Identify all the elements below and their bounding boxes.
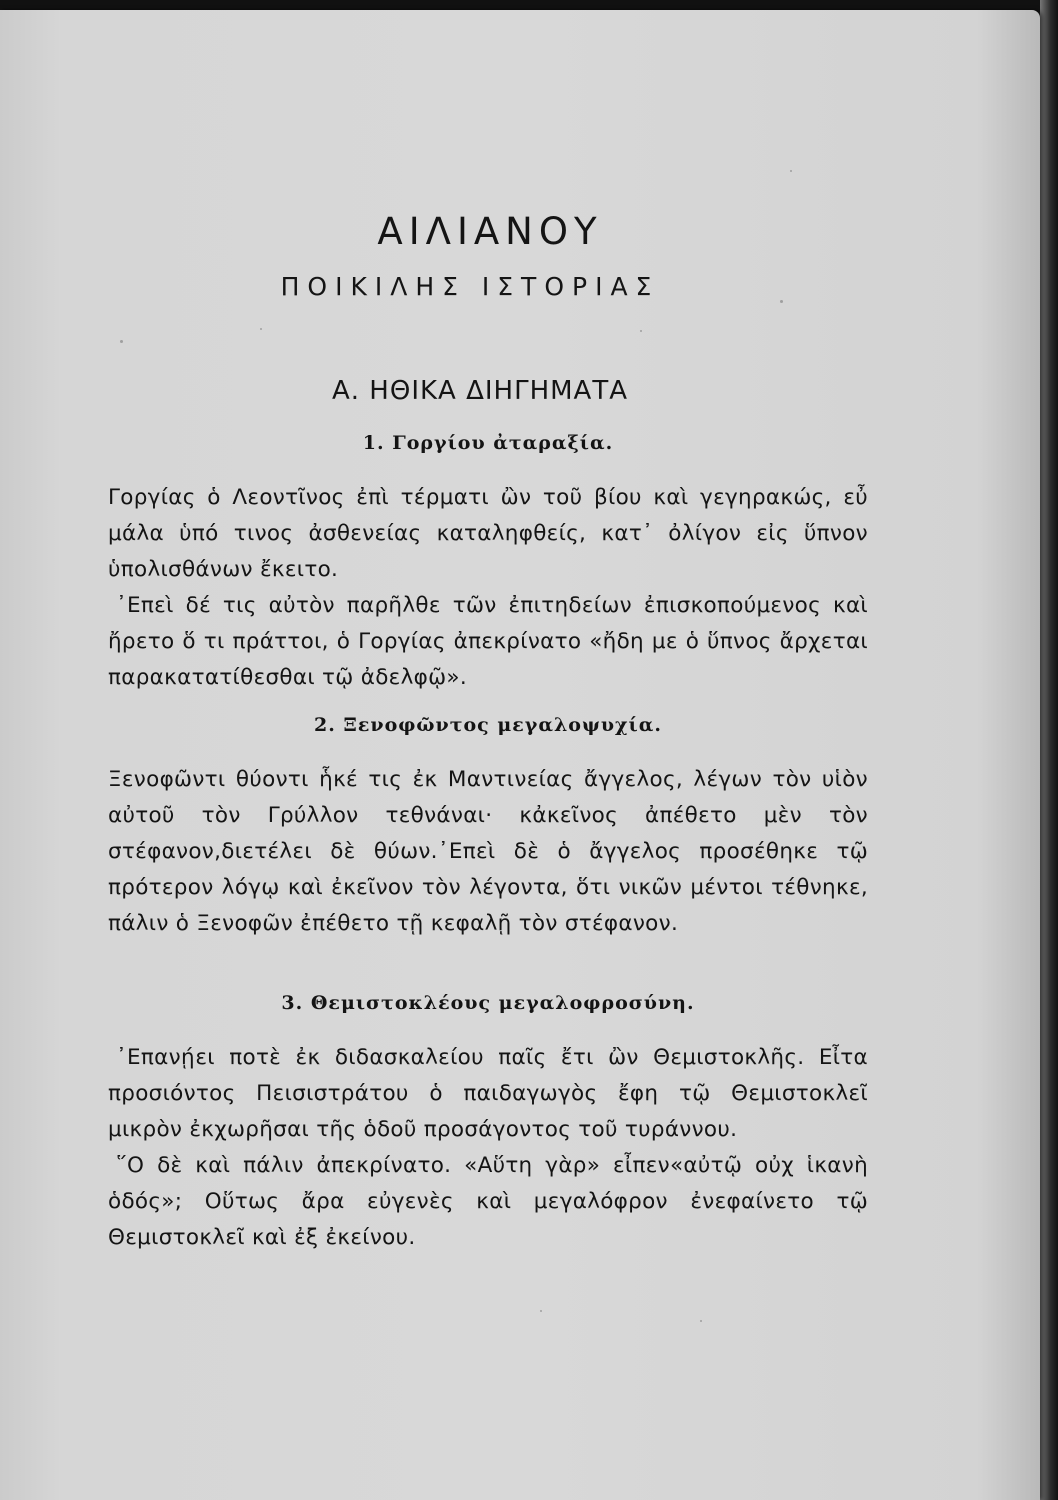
scan-speck: [780, 300, 783, 303]
chapter-text: [108, 762, 868, 942]
chapter-text: [108, 1040, 868, 1256]
scan-speck: [120, 340, 123, 343]
book-page: [0, 10, 1040, 1500]
paragraph: Ξενοφῶντι θύοντι ἧκέ τις ἐκ Μαντινείας ἄγγελος, λέγων τὸν υἱὸν αὐτοῦ τὸν Γρύλλον τεθνάναι· κἀκεῖνος ἀπέθετο μὲν τὸν στέφανον,διετέλει δὲ θύων.᾽Επεὶ δὲ ὁ ἄγγελος προσέθηκε τῷ πρότερον λόγῳ καὶ ἐκεῖνον τὸν λέγοντα, ὅτι νικῶν μέντοι τέθνηκε, πάλιν ὁ Ξενοφῶν ἐπέθετο τῇ κεφαλῇ τὸν στέφανον.: [108, 767, 868, 936]
paragraph: ᾽Επανῄει ποτὲ ἐκ διδασκαλείου παῖς ἔτι ὢν Θεμιστοκλῆς. Εἶτα προσιόντος Πεισιστράτου ὁ παιδαγωγὸς ἔφη τῷ Θεμιστοκλεῖ μικρὸν ἐκχωρῆσαι τῆς ὁδοῦ προσάγοντος τοῦ τυράννου.: [108, 1045, 868, 1142]
author-title: ΑΙΛΙΑΝΟΥ: [377, 210, 603, 253]
scan-right-edge: [1040, 0, 1058, 1500]
scan-speck: [700, 1320, 702, 1322]
chapter-heading: 3. Θεμιστοκλέους μεγαλοφροσύνη.: [281, 992, 695, 1014]
section-title: Α. ΗΘΙΚΑ ΔΙΗΓΗΜΑΤΑ: [331, 376, 629, 406]
chapter-heading: 2. Ξενοφῶντος μεγαλοψυχία.: [314, 714, 662, 736]
scan-speck: [540, 1310, 542, 1312]
chapter-text: [108, 480, 868, 696]
paragraph: Γοργίας ὁ Λεοντῖνος ἐπὶ τέρματι ὢν τοῦ βίου καὶ γεγηρακώς, εὖ μάλα ὑπό τινος ἀσθενείας καταληφθείς, κατ᾽ ὀλίγον εἰς ὕπνον ὑπολισθάνων ἔκειτο.: [108, 485, 868, 582]
paragraph: ᾽Επεὶ δέ τις αὐτὸν παρῆλθε τῶν ἐπιτηδείων ἐπισκοπούμενος καὶ ἤρετο ὅ τι πράττοι, ὁ Γοργίας ἀπεκρίνατο «ἤδη με ὁ ὕπνος ἄρχεται παρακατατίθεσθαι τῷ ἀδελφῷ».: [108, 593, 868, 690]
chapter-3: [108, 992, 868, 1256]
chapter-heading: 1. Γοργίου ἀταραξία.: [362, 432, 614, 454]
paragraph: ῞Ο δὲ καὶ πάλιν ἀπεκρίνατο. «Αὕτη γὰρ» εἶπεν«αὐτῷ οὐχ ἱκανὴ ὁδός»; Οὕτως ἄρα εὐγενὲς καὶ μεγαλόφρον ἐνεφαίνετο τῷ Θεμιστοκλεῖ καὶ ἐξ ἐκείνου.: [108, 1153, 868, 1250]
work-title: ΠΟΙΚΙΛΗΣ ΙΣΤΟΡΙΑΣ: [280, 272, 660, 301]
scan-speck: [790, 170, 792, 172]
scan-speck: [640, 330, 642, 332]
scan-speck: [260, 328, 262, 330]
chapter-2: [108, 714, 868, 942]
chapter-1: [108, 432, 868, 696]
